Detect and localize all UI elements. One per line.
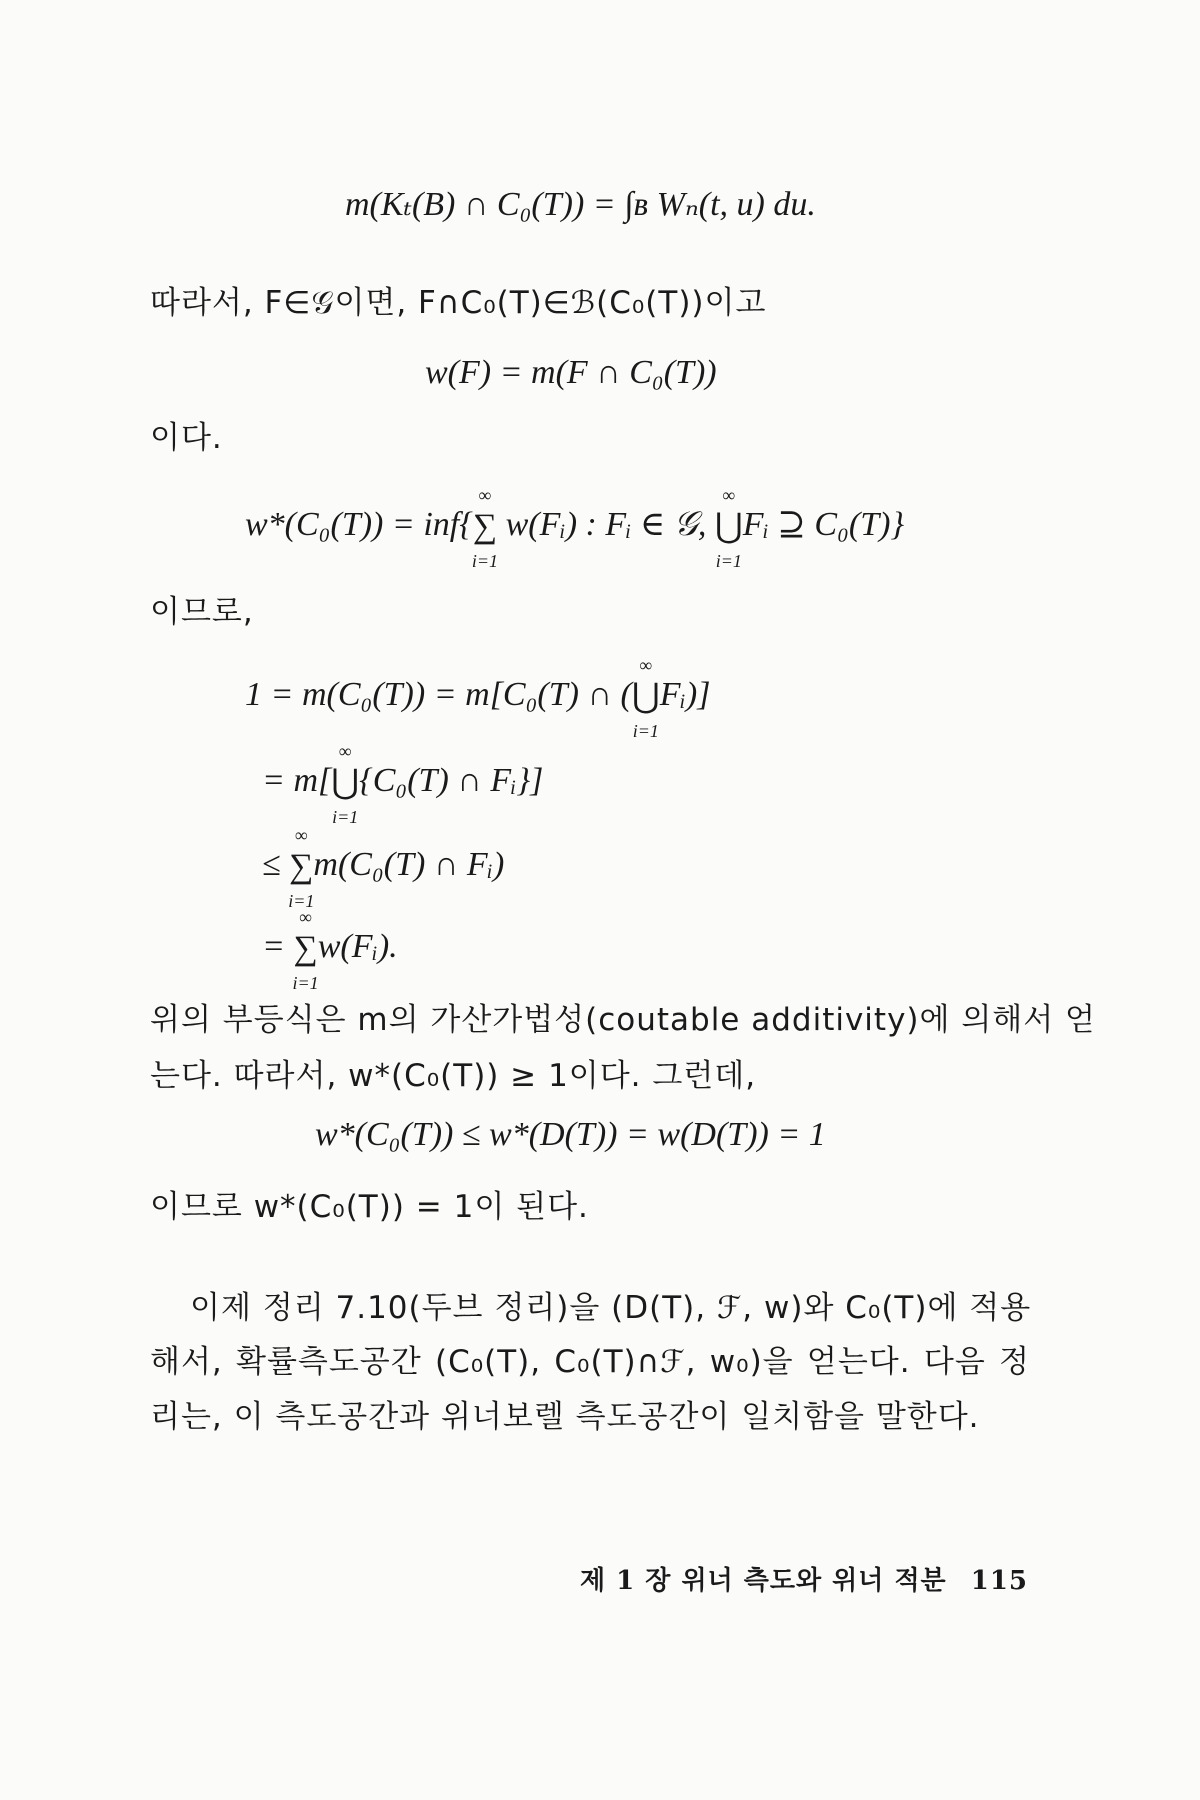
- sum-icon: ∑: [289, 848, 314, 886]
- sum-upper-limit: ∞: [294, 825, 308, 846]
- equation-w-of-F: w(F) = m(F ∩ C₀(T)): [425, 354, 717, 391]
- paragraph-inequality-line-1: 위의 부등식은 m의 가산가법성(coutable additivity)에 의해서 얻: [150, 1002, 1096, 1038]
- sum-operator: [288, 825, 315, 912]
- paragraph-theorem-line-1: 이제 정리 7.10(두브 정리)을 (D(T), ℱ, w)와 C₀(T)에 적용: [190, 1290, 1032, 1326]
- sum-icon: ∑: [293, 930, 318, 968]
- paragraph-inequality: [150, 1000, 1096, 1097]
- equation-chain-line-4: [262, 907, 398, 994]
- paragraph-therefore: 따라서, F∈𝒢이면, F∩C₀(T)∈ℬ(C₀(T))이고: [150, 285, 767, 321]
- equation-upper-bound: w*(C₀(T)) ≤ w*(D(T)) = w(D(T)) = 1: [315, 1116, 826, 1153]
- sum-operator: [292, 907, 319, 994]
- outer-measure-middle: w(Fᵢ) : Fᵢ ∈ 𝒢,: [505, 506, 715, 543]
- union-icon: ⋃: [631, 678, 660, 716]
- paragraph-theorem-line-3: 리는, 이 측도공간과 위너보렐 측도공간이 일치함을 말한다.: [150, 1398, 980, 1435]
- equation-chain-line-1: [245, 655, 711, 742]
- equation-outer-measure: [245, 485, 905, 572]
- paragraph-theorem-line-2: 해서, 확률측도공간 (C₀(T), C₀(T)∩ℱ, w₀)을 얻는다. 다음 정: [150, 1344, 1030, 1381]
- page-number: 115: [970, 1566, 1029, 1596]
- union-operator: [631, 655, 660, 742]
- running-footer: [580, 1560, 1028, 1597]
- paragraph-theorem: [150, 1288, 1030, 1437]
- sum-lower-limit: i=1: [288, 891, 315, 912]
- union-operator: [714, 485, 743, 572]
- sum-upper-limit: ∞: [299, 907, 312, 928]
- union-upper-limit: ∞: [722, 485, 736, 506]
- union-upper-limit: ∞: [338, 741, 352, 762]
- union-upper-limit: ∞: [639, 655, 653, 676]
- chain-line-3-left: ≤: [262, 846, 290, 883]
- chain-line-4-right: w(Fᵢ).: [317, 928, 398, 965]
- equation-chain-line-3: [262, 825, 505, 912]
- chain-line-1-left: 1 = m(C₀(T)) = m[C₀(T) ∩ (: [245, 676, 632, 713]
- paragraph-conclusion: 이므로 w*(C₀(T)) = 1이 된다.: [150, 1189, 589, 1225]
- union-lower-limit: i=1: [632, 721, 659, 742]
- union-lower-limit: i=1: [332, 807, 359, 828]
- union-icon: ⋃: [331, 764, 360, 802]
- chain-line-2-right: {C₀(T) ∩ Fᵢ}]: [359, 762, 544, 799]
- running-head: 제 1 장 위너 측도와 위너 적분: [580, 1566, 947, 1596]
- union-lower-limit: i=1: [715, 551, 742, 572]
- paragraph-ida: 이다.: [150, 420, 223, 456]
- paragraph-therefore-2: 이므로,: [150, 594, 254, 630]
- paragraph-inequality-line-2: 는다. 따라서, w*(C₀(T)) ≥ 1이다. 그런데,: [150, 1058, 757, 1095]
- equation-integral: m(Kₜ(B) ∩ C₀(T)) = ∫ʙ Wₙ(t, u) du.: [345, 186, 816, 223]
- sum-operator: [471, 485, 499, 572]
- chain-line-4-left: =: [262, 928, 294, 965]
- chain-line-2-left: = m[: [262, 762, 332, 799]
- sum-upper-limit: ∞: [478, 485, 492, 506]
- chain-line-1-right: Fᵢ)]: [659, 676, 711, 713]
- union-operator: [331, 741, 360, 828]
- sum-lower-limit: i=1: [292, 973, 319, 994]
- equation-chain-line-2: [262, 741, 544, 828]
- sum-lower-limit: i=1: [471, 551, 499, 572]
- union-icon: ⋃: [714, 508, 743, 546]
- outer-measure-end: Fᵢ ⊇ C₀(T)}: [742, 506, 905, 543]
- chain-line-3-right: m(C₀(T) ∩ Fᵢ): [313, 846, 505, 883]
- sum-icon: ∑: [472, 508, 498, 546]
- outer-measure-left: w*(C₀(T)) = inf{: [245, 506, 473, 543]
